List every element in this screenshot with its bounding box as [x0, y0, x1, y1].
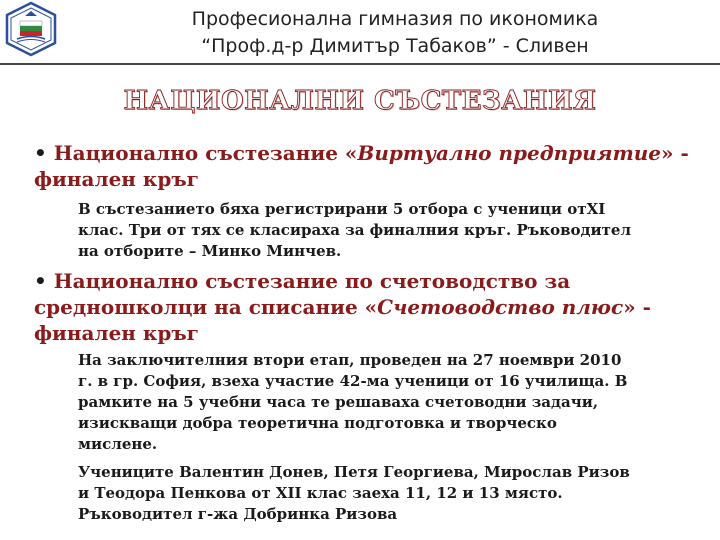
bullet-marker: • [34, 141, 47, 165]
paragraph-line: и Теодора Пенкова от XII клас заеха 11, 12 и 13 място. [78, 484, 563, 502]
school-name-line2: “Проф.д-р Димитър Табаков” - Сливен [201, 35, 589, 57]
paragraph-line: Ръководител г-жа Добринка Ризова [78, 505, 398, 523]
paragraph-line: мислене. [78, 435, 158, 453]
competition-2-results [78, 462, 693, 525]
school-emblem-logo [3, 1, 59, 57]
heading-2-text-post: » - [623, 295, 651, 319]
heading-1-text-pre: Национално състезание « [53, 141, 358, 165]
heading-2-line1: Национално състезание по счетоводство за [53, 269, 571, 293]
heading-2-text-pre: средношколци на списание « [34, 295, 378, 319]
school-name-header [110, 6, 680, 60]
heading-1-emphasis: Виртуално предприятие [357, 141, 662, 165]
header-divider [0, 63, 720, 65]
page-title: НАЦИОНАЛНИ СЪСТЕЗАНИЯ [123, 86, 597, 116]
competition-heading-1 [34, 140, 694, 192]
paragraph-line: на отборите – Минко Минчев. [78, 242, 342, 260]
competition-heading-2 [34, 268, 694, 346]
paragraph-line: На заключителния втори етап, проведен на 27 ноември 2010 [78, 351, 622, 369]
competition-2-description [78, 350, 693, 455]
heading-2-emphasis: Счетоводство плюс [377, 295, 624, 319]
heading-1-line2: финален кръг [34, 167, 199, 191]
school-name-line1: Професионална гимназия по икономика [191, 8, 599, 30]
paragraph-line: изискващи добра теоретична подготовка и творческо [78, 414, 557, 432]
heading-1-text-post: » - [661, 141, 689, 165]
competition-1-description [78, 199, 693, 262]
paragraph-line: В състезанието бяха регистрирани 5 отбора с ученици отXI [78, 200, 606, 218]
heading-2-line3: финален кръг [34, 321, 199, 345]
bullet-marker: • [34, 269, 47, 293]
paragraph-line: рамките на 5 учебни часа те решаваха счетоводни задачи, [78, 393, 599, 411]
paragraph-line: г. в гр. София, взеха участие 42-ма ученици от 16 училища. В [78, 372, 628, 390]
paragraph-line: Учениците Валентин Донев, Петя Георгиева, Мирослав Ризов [78, 463, 630, 481]
paragraph-line: клас. Три от тях се класираха за финалния кръг. Ръководител [78, 221, 632, 239]
